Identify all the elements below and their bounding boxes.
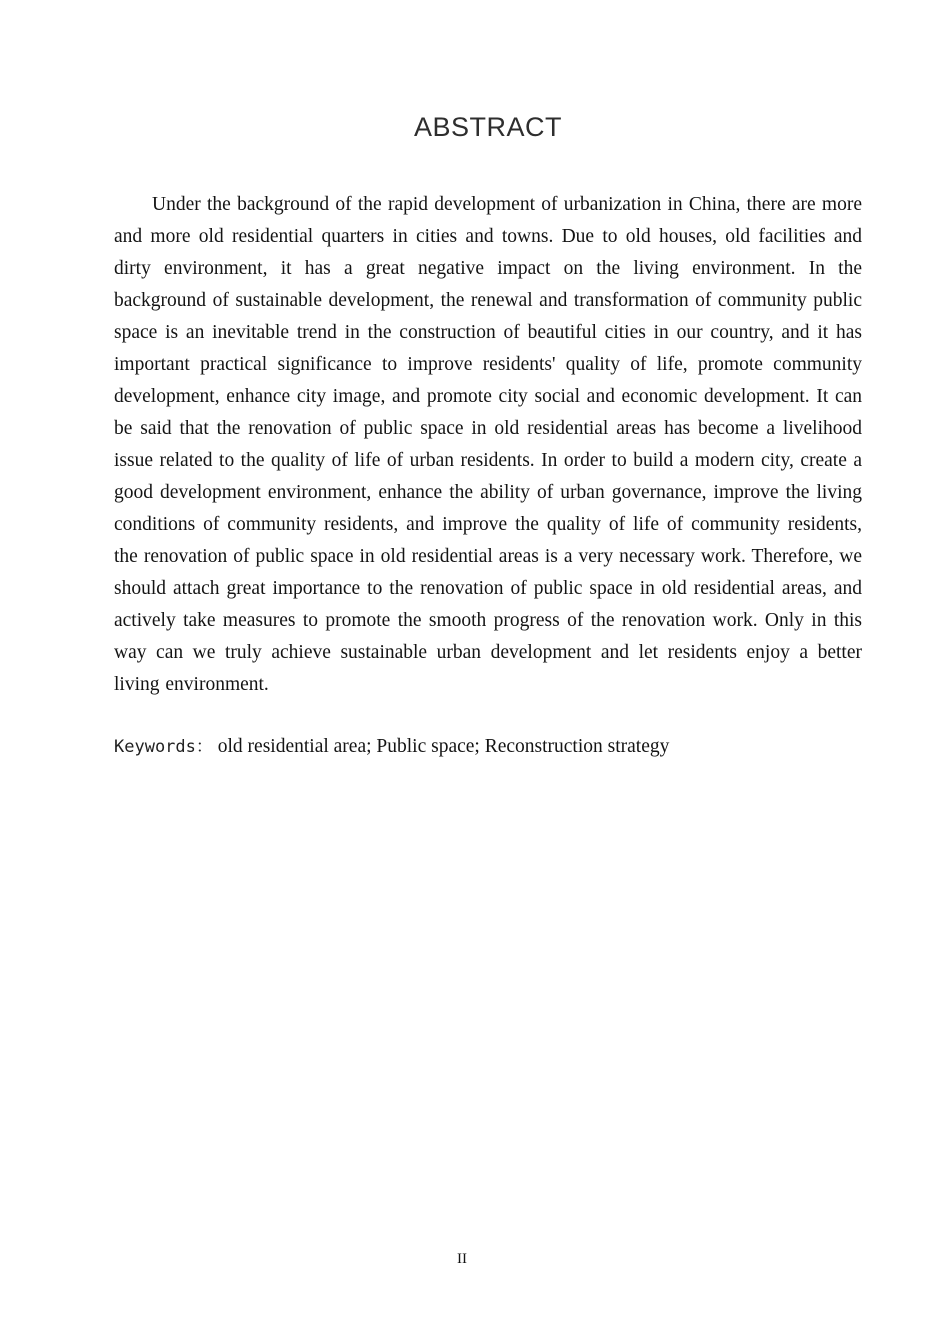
keywords-label: Keywords： [114,737,213,757]
keywords-text: old residential area; Public space; Reconstruction strategy [217,736,670,757]
keywords-line [114,731,862,763]
abstract-paragraph: Under the background of the rapid development of urbanization in China, there are more and more old residential quarters in cities and towns. Due to old houses, old facilities and dirty environment, it has a great negative impact on the living environment. In the background of sustainable development, the renewal and transformation of community public space is an inevitable trend in the construction of beautiful cities in our country, and it has important practical significance to improve residents' quality of life, promote community development, enhance city image, and promote city social and economic development. It can be said that the renovation of public space in old residential areas has become a livelihood issue related to the quality of life of urban residents. In order to build a modern city, create a good development environment, enhance the ability of urban governance, improve the living conditions of community residents, and improve the quality of life of community residents, the renovation of public space in old residential areas is a very necessary work. Therefore, we should attach great importance to the renovation of public space in old residential areas, and actively take measures to promote the smooth progress of the renovation work. Only in this way can we truly achieve sustainable urban development and let residents enjoy a better living environment. [114,194,862,695]
page-number: II [457,1251,467,1267]
page-title: ABSTRACT [413,112,563,142]
